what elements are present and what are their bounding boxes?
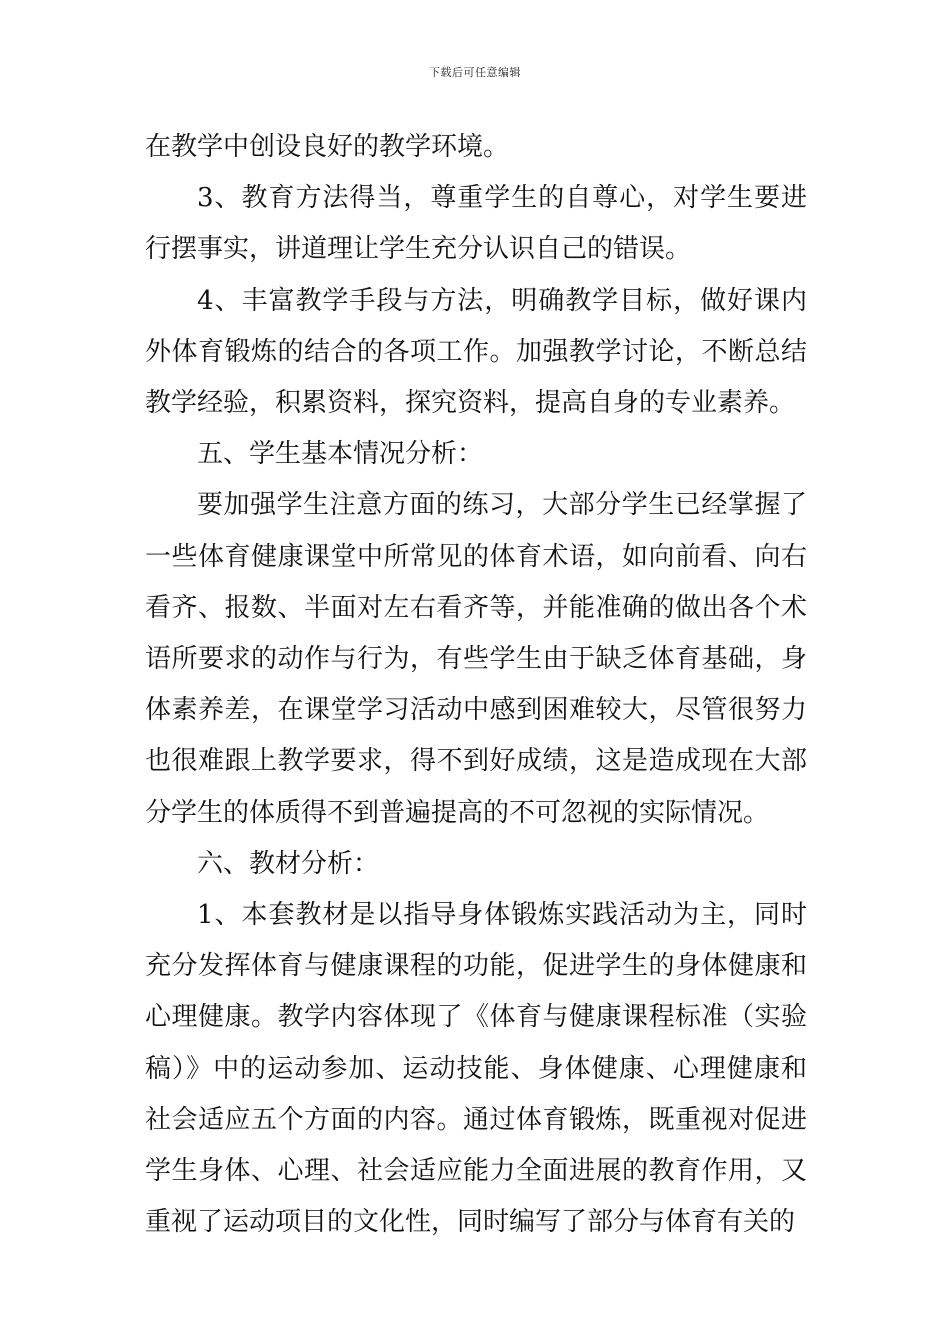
paragraph-2: 3、教育方法得当，尊重学生的自尊心，对学生要进行摆事实，讲道理让学生充分认识自己的错误。	[145, 183, 807, 265]
paragraph-5: 要加强学生注意方面的练习，大部分学生已经掌握了一些体育健康课堂中所常见的体育术语，如向前看、向右看齐、报数、半面对左右看齐等，并能准确的做出各个术语所要求的动作与行为，有些学生由于缺乏体育基础，身体素养差，在课堂学习活动中感到困难较大，尽管很努力也很难跟上教学要求，得不到好成绩，这是造成现在大部分学生的体质得不到普遍提高的不可忽视的实际情况。	[145, 490, 807, 828]
document-body	[145, 122, 807, 1248]
paragraph-1: 在教学中创设良好的教学环境。	[145, 132, 510, 162]
section-heading-6: 六、教材分析：	[197, 848, 380, 879]
page-header: 下载后可任意编辑	[429, 66, 521, 79]
paragraph-3: 4、丰富教学手段与方法，明确教学目标，做好课内外体育锻炼的结合的各项工作。加强教学讨论，不断总结教学经验，积累资料，探究资料，提高自身的专业素养。	[145, 285, 807, 419]
section-heading-5: 五、学生基本情况分析：	[197, 439, 484, 470]
paragraph-7: 1、本套教材是以指导身体锻炼实践活动为主，同时充分发挥体育与健康课程的功能，促进学生的身体健康和心理健康。教学内容体现了《体育与健康课程标准（实验稿）》中的运动参加、运动技能、身体健康、心理健康和社会适应五个方面的内容。通过体育锻炼，既重视对促进学生身体、心理、社会适应能力全面进展的教育作用，又重视了运动项目的文化性，同时编写了部分与体育有关的	[145, 900, 807, 1238]
